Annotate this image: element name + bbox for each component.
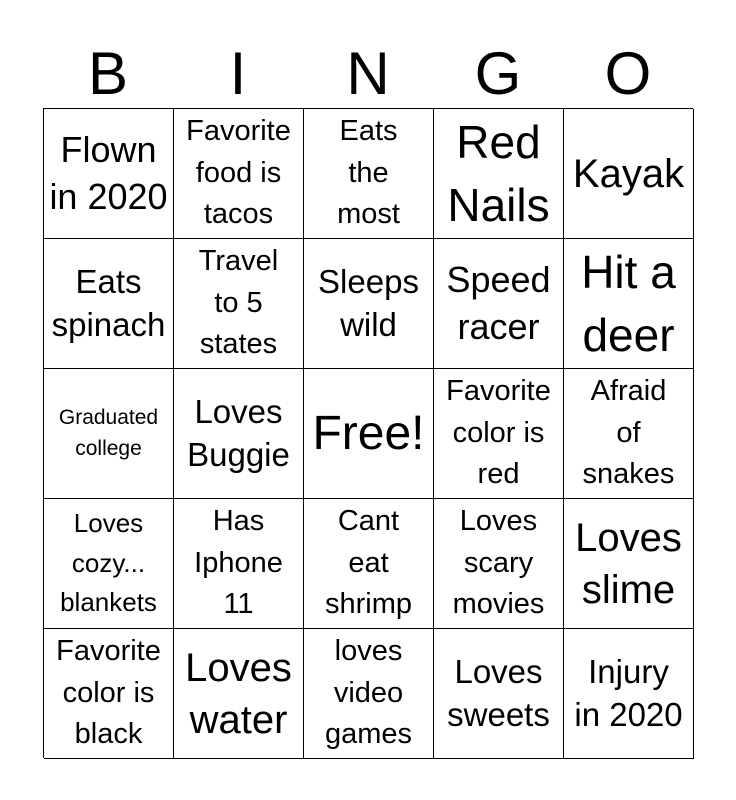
cell-text: Cant eat shrimp <box>324 505 412 621</box>
cell-text: Loves scary movies <box>452 505 545 621</box>
cell-text: Favorite color is red <box>446 375 551 491</box>
bingo-cell[interactable] <box>44 499 174 629</box>
bingo-cell[interactable] <box>174 499 304 629</box>
header-letter-g: G <box>474 40 522 107</box>
bingo-cell[interactable] <box>434 629 564 759</box>
bingo-cell[interactable] <box>304 239 434 369</box>
cell-text: Graduated college <box>58 406 159 460</box>
cell-text: Hit a deer <box>581 246 676 361</box>
bingo-cell[interactable] <box>564 369 694 499</box>
cell-text: Loves sweets <box>447 653 550 733</box>
bingo-cell[interactable] <box>304 629 434 759</box>
header-letter-n: N <box>346 40 390 107</box>
bingo-cell[interactable] <box>434 109 564 239</box>
cell-text: Favorite food is tacos <box>186 115 291 231</box>
bingo-board <box>43 108 693 758</box>
cell-text: loves video games <box>324 635 413 751</box>
bingo-cell[interactable] <box>564 629 694 759</box>
bingo-cell[interactable] <box>174 629 304 759</box>
bingo-cell[interactable] <box>304 499 434 629</box>
cell-text: Afraid of snakes <box>582 375 675 491</box>
cell-text: Has Iphone 11 <box>194 505 283 621</box>
bingo-cell[interactable] <box>564 109 694 239</box>
bingo-cell[interactable] <box>564 239 694 369</box>
bingo-cell[interactable] <box>44 369 174 499</box>
header-letter-b: B <box>87 40 129 107</box>
bingo-cell[interactable] <box>44 629 174 759</box>
bingo-cell[interactable] <box>174 239 304 369</box>
bingo-cell[interactable] <box>434 499 564 629</box>
bingo-cell[interactable] <box>434 369 564 499</box>
free-space-cell[interactable] <box>304 369 434 499</box>
cell-text: Loves water <box>185 645 292 742</box>
bingo-cell[interactable] <box>44 109 174 239</box>
cell-text: Eats the most <box>337 115 400 231</box>
cell-text: Loves cozy... blankets <box>60 508 157 618</box>
bingo-cell[interactable] <box>304 109 434 239</box>
cell-text: Favorite color is black <box>56 635 161 751</box>
cell-text: Sleeps wild <box>318 263 419 343</box>
cell-text: Loves slime <box>575 515 682 612</box>
cell-text: Eats spinach <box>51 263 166 343</box>
header-letter-i: I <box>229 40 247 107</box>
header-letter-o: O <box>604 40 652 107</box>
bingo-cell[interactable] <box>174 109 304 239</box>
cell-text: Loves Buggie <box>187 393 290 473</box>
cell-text: Flown in 2020 <box>49 129 168 217</box>
cell-text: Injury in 2020 <box>574 653 683 733</box>
bingo-cell[interactable] <box>564 499 694 629</box>
bingo-header <box>43 40 693 108</box>
bingo-cell[interactable] <box>174 369 304 499</box>
cell-text: Red Nails <box>447 116 550 231</box>
bingo-cell[interactable] <box>44 239 174 369</box>
cell-text: Speed racer <box>446 259 551 347</box>
cell-text: Travel to 5 states <box>198 245 279 361</box>
cell-text: Kayak <box>572 151 685 196</box>
bingo-cell[interactable] <box>434 239 564 369</box>
free-space-label: Free! <box>312 406 425 460</box>
